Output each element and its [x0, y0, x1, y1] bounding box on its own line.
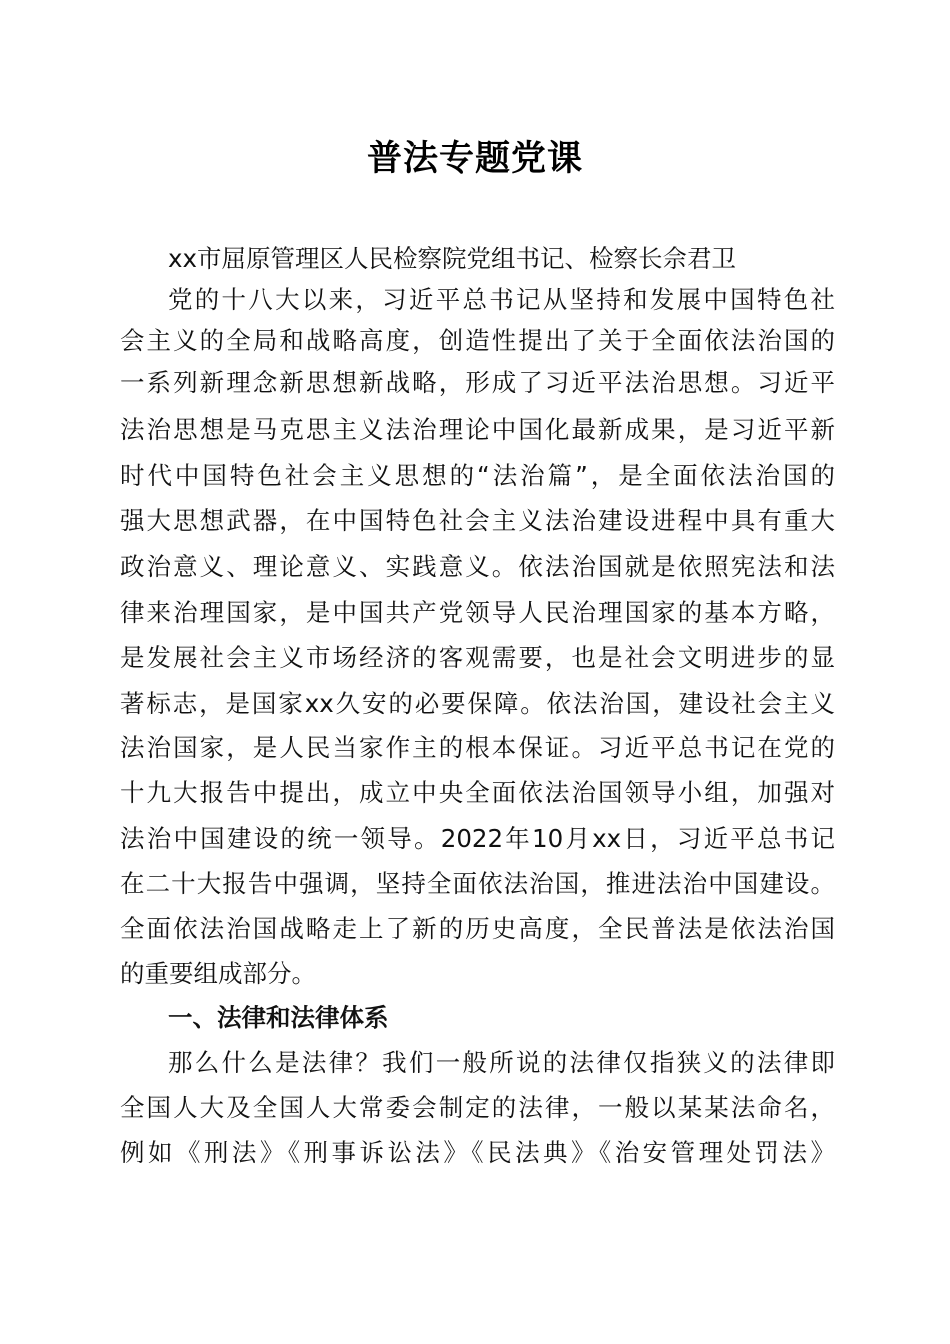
paragraph-line: 一系列新理念新思想新战略，形成了习近平法治思想。习近平 — [120, 368, 835, 397]
paragraph-line: 法治中国建设的统一领导。2022年10月xx日，习近平总书记 — [120, 824, 835, 853]
paragraph-line: 律来治理国家，是中国共产党领导人民治理国家的基本方略， — [120, 598, 835, 627]
paragraph-line: 时代中国特色社会主义思想的“法治篇”，是全面依法治国的 — [120, 461, 835, 490]
paragraph-line: 十九大报告中提出，成立中央全面依法治国领导小组，加强对 — [120, 778, 835, 807]
paragraph-line: 全国人大及全国人大常委会制定的法律，一般以某某法命名， — [120, 1093, 835, 1122]
paragraph-line: 法治国家，是人民当家作主的根本保证。习近平总书记在党的 — [120, 733, 835, 762]
paragraph-line: 例如《刑法》《刑事诉讼法》《民法典》《治安管理处罚法》 — [120, 1138, 835, 1167]
paragraph-line: 会主义的全局和战略高度，创造性提出了关于全面依法治国的 — [120, 326, 835, 355]
paragraph-line: 强大思想武器，在中国特色社会主义法治建设进程中具有重大 — [120, 506, 835, 535]
author-line: xx市屈原管理区人民检察院党组书记、检察长佘君卫 — [168, 244, 736, 273]
paragraph-line: 政治意义、理论意义、实践意义。依法治国就是依照宪法和法 — [120, 552, 835, 581]
paragraph-line: 那么什么是法律？我们一般所说的法律仅指狭义的法律即 — [168, 1048, 835, 1077]
document-title: 普法专题党课 — [366, 138, 583, 179]
paragraph-line: 全面依法治国战略走上了新的历史高度，全民普法是依法治国 — [120, 914, 835, 943]
paragraph-line: 著标志，是国家xx久安的必要保障。依法治国，建设社会主义 — [120, 689, 835, 718]
paragraph-line: 党的十八大以来，习近平总书记从坚持和发展中国特色社 — [168, 285, 835, 314]
paragraph-line: 是发展社会主义市场经济的客观需要，也是社会文明进步的显 — [120, 643, 835, 672]
section-heading: 一、法律和法律体系 — [168, 1003, 389, 1032]
paragraph-line: 的重要组成部分。 — [120, 959, 316, 988]
paragraph-line: 在二十大报告中强调，坚持全面依法治国，推进法治中国建设。 — [120, 869, 835, 898]
paragraph-line: 法治思想是马克思主义法治理论中国化最新成果，是习近平新 — [120, 415, 835, 444]
